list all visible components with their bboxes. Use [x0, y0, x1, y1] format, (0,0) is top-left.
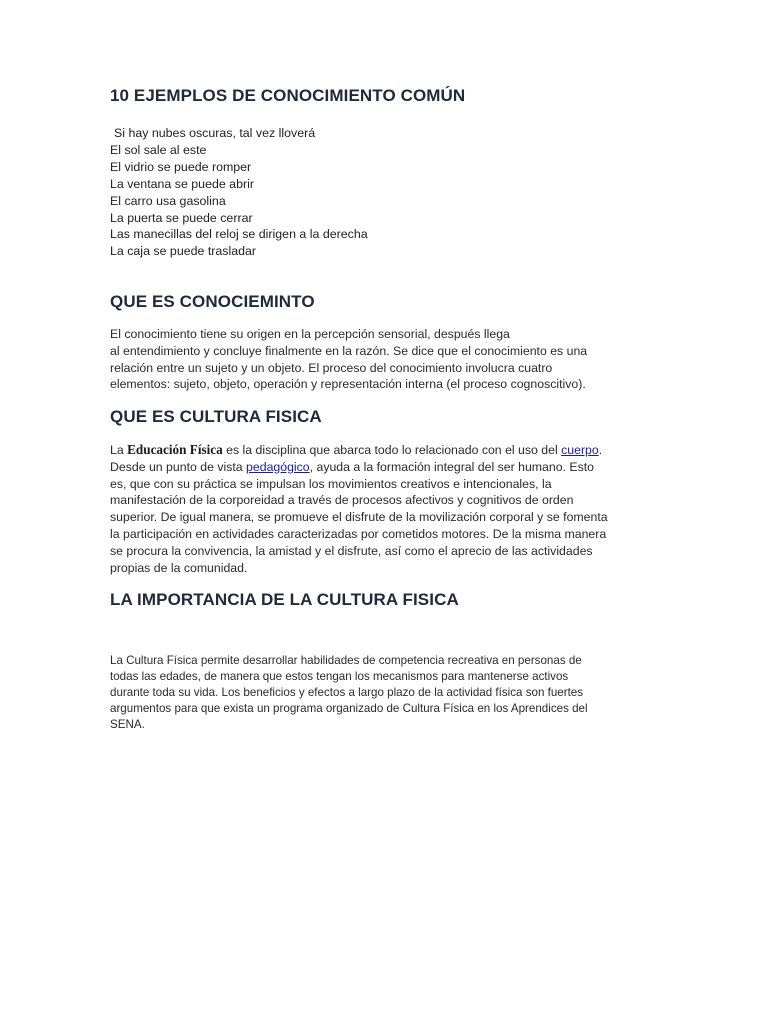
paragraph-line: [110, 459, 666, 476]
list-item: Las manecillas del reloj se dirigen a la derecha: [110, 227, 368, 242]
heading-ejemplos: 10 EJEMPLOS DE CONOCIMIENTO COMÚN: [110, 86, 466, 105]
link-cuerpo[interactable]: cuerpo: [561, 443, 599, 457]
text-segment: Desde un punto de vista: [110, 459, 247, 474]
paragraph-importancia: [110, 653, 650, 733]
heading-conocimiento: QUE ES CONOCIEMINTO: [110, 292, 315, 311]
paragraph-line: La Cultura Física permite desarrollar habilidades de competencia recreativa en personas de: [110, 654, 582, 667]
heading-cultura-fisica: QUE ES CULTURA FISICA: [110, 407, 322, 426]
paragraph-line: argumentos para que exista un programa organizado de Cultura Física en los Aprendices del: [110, 702, 588, 715]
paragraph-cultura-fisica: [110, 442, 666, 576]
paragraph-line: durante toda su vida. Los beneficios y efectos a largo plazo de la actividad física son fuertes: [110, 686, 584, 699]
list-item: El sol sale al este: [110, 142, 207, 157]
text-segment: .: [598, 443, 603, 457]
paragraph-line: elementos: sujeto, objeto, operación y representación interna (el proceso cognoscitivo).: [110, 377, 586, 392]
paragraph-line: se procura la convivencia, la amistad y el disfrute, así como el aprecio de las actividades: [110, 543, 593, 558]
paragraph-conocimiento: [110, 326, 666, 393]
paragraph-line: todas las edades, de manera que estos tengan los mecanismos para mantenerse activos: [110, 670, 569, 683]
paragraph-line: manifestación de la corporeidad a través de procesos afectivos y cognitivos de orden: [110, 493, 574, 508]
text-segment: , ayuda a la formación integral del ser humano. Esto: [309, 459, 594, 474]
paragraph-line: relación entre un sujeto y un objeto. El proceso del conocimiento involucra cuatro: [110, 360, 553, 375]
paragraph-line: la participación en actividades caracterizadas por cometidos motores. De la misma manera: [110, 526, 607, 541]
paragraph-line: al entendimiento y concluye finalmente en la razón. Se dice que el conocimiento es una: [110, 343, 588, 358]
text-segment: La: [110, 443, 128, 457]
list-item: El vidrio se puede romper: [110, 159, 252, 174]
list-item: Si hay nubes oscuras, tal vez lloverá: [114, 126, 316, 140]
bold-term: Educación Física: [127, 442, 223, 457]
list-item: La ventana se puede abrir: [110, 176, 254, 191]
list-item: El carro usa gasolina: [110, 193, 226, 208]
paragraph-line: propias de la comunidad.: [110, 560, 248, 575]
paragraph-line: es, que con su práctica se impulsan los movimientos creativos e intencionales, la: [110, 476, 552, 491]
link-pedagogico[interactable]: pedagógico: [246, 459, 310, 474]
paragraph-line: superior. De igual manera, se promueve el disfrute de la movilización corporal y se fomenta: [110, 510, 608, 525]
paragraph-line: [110, 442, 666, 459]
text-segment: es la disciplina que abarca todo lo relacionado con el uso del: [222, 443, 562, 457]
paragraph-line: SENA.: [110, 718, 145, 731]
heading-importancia: LA IMPORTANCIA DE LA CULTURA FISICA: [110, 590, 459, 609]
list-item: La puerta se puede cerrar: [110, 210, 253, 225]
list-item: La caja se puede trasladar: [110, 244, 257, 259]
paragraph-line: El conocimiento tiene su origen en la percepción sensorial, después llega: [110, 327, 510, 341]
examples-list: [110, 125, 368, 260]
